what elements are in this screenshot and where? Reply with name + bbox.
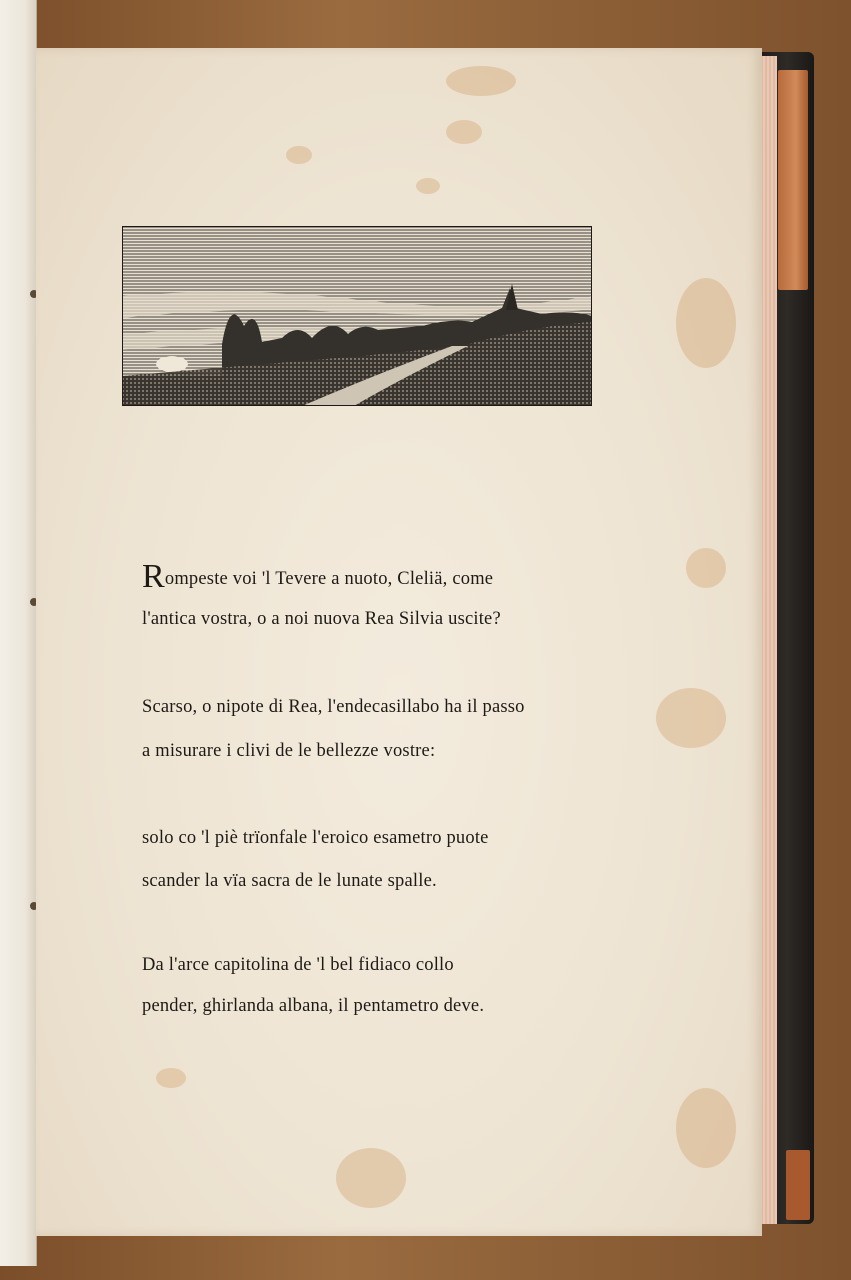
verse-line bbox=[142, 560, 493, 594]
landscape-engraving bbox=[122, 226, 592, 406]
verse-line: a misurare i clivi de le bellezze vostre: bbox=[142, 741, 436, 761]
verse-line: Scarso, o nipote di Rea, l'endecasillabo ha il passo bbox=[142, 697, 525, 717]
foxing-stain bbox=[336, 1148, 406, 1208]
foxing-stain bbox=[656, 688, 726, 748]
verse-line: l'antica vostra, o a noi nuova Rea Silvia uscite? bbox=[142, 609, 501, 629]
verse-line: scander la vïa sacra de le lunate spalle. bbox=[142, 871, 437, 891]
foxing-stain bbox=[416, 178, 440, 194]
foxing-stain bbox=[446, 66, 516, 96]
facing-page-edge bbox=[0, 0, 37, 1266]
verse-line: pender, ghirlanda albana, il pentametro deve. bbox=[142, 996, 485, 1016]
verse-text: ompeste voi 'l Tevere a nuoto, Cleliä, come bbox=[164, 569, 494, 589]
cover-cloth-corner bbox=[786, 1150, 810, 1220]
drop-cap: R bbox=[142, 558, 165, 595]
foxing-stain bbox=[676, 1088, 736, 1168]
foxing-stain bbox=[156, 1068, 186, 1088]
verse-line: Da l'arce capitolina de 'l bel fidiaco collo bbox=[142, 955, 454, 975]
foxing-stain bbox=[686, 548, 726, 588]
foxing-stain bbox=[446, 120, 482, 144]
foxing-stain bbox=[286, 146, 312, 164]
cover-cloth-corner bbox=[778, 70, 808, 290]
foxing-stain bbox=[676, 278, 736, 368]
verse-line: solo co 'l piè trïonfale l'eroico esametro puote bbox=[142, 828, 489, 848]
